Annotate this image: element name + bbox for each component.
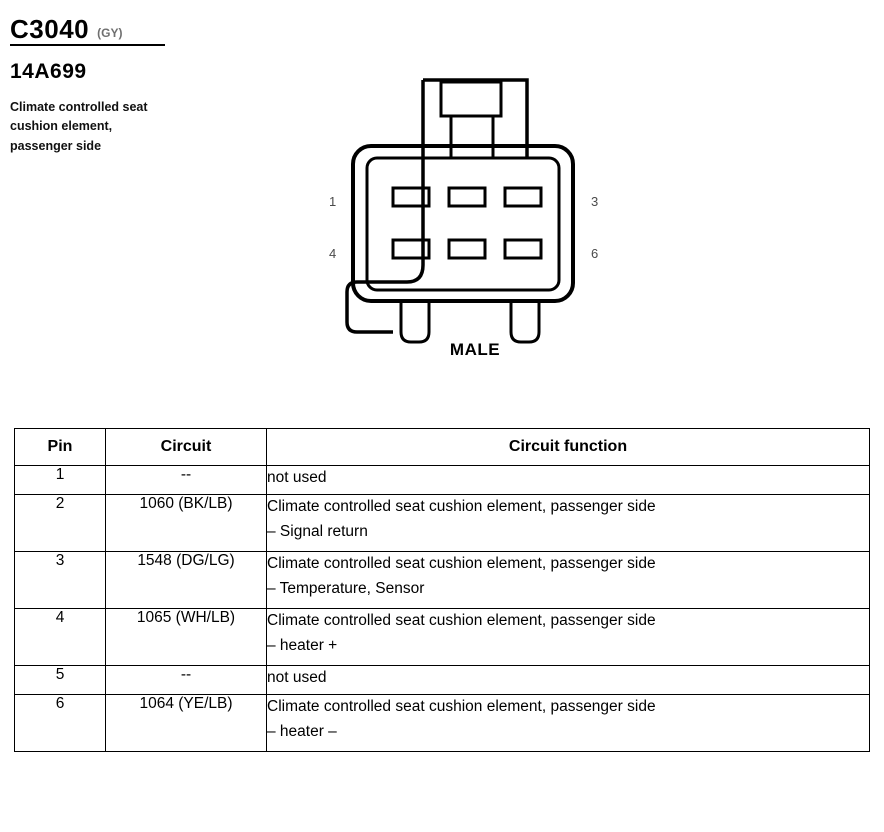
pin-cavity-2 (449, 188, 485, 206)
function-line-1: not used (267, 469, 327, 486)
cell-pin: 2 (15, 495, 106, 552)
table-row (15, 495, 870, 552)
cell-pin: 1 (15, 466, 106, 495)
table-row (15, 695, 870, 752)
cell-pin: 5 (15, 666, 106, 695)
function-line-1: Climate controlled seat cushion element, passenger side (267, 498, 656, 515)
pin-marker-6: 6 (591, 246, 599, 261)
cell-function (267, 666, 870, 695)
cell-function (267, 609, 870, 666)
pin-marker-3: 3 (591, 194, 599, 209)
table-row (15, 466, 870, 495)
latch-tab (441, 82, 501, 116)
pin-marker-1: 1 (329, 194, 337, 209)
header-circuit: Circuit (106, 429, 267, 466)
connector-id: C3040 (10, 14, 90, 44)
part-number: 14A699 (10, 60, 87, 83)
connector-body-inner (367, 158, 559, 290)
table-row (15, 666, 870, 695)
cell-function (267, 695, 870, 752)
pin-table-head (15, 429, 870, 466)
connector-id-row (10, 16, 165, 46)
connector-body-outer (353, 146, 573, 301)
cell-circuit: 1548 (DG/LG) (106, 552, 267, 609)
function-line-2: – Temperature, Sensor (267, 579, 425, 597)
cell-pin: 3 (15, 552, 106, 609)
cell-function (267, 552, 870, 609)
pin-marker-4: 4 (329, 246, 337, 261)
table-row (15, 552, 870, 609)
cell-circuit: -- (106, 466, 267, 495)
cell-circuit: 1065 (WH/LB) (106, 609, 267, 666)
connector-leg-left (401, 301, 429, 342)
pin-cavity-5 (449, 240, 485, 258)
connector-color-code: (GY) (97, 26, 123, 40)
cell-pin: 4 (15, 609, 106, 666)
cell-function (267, 495, 870, 552)
table-row (15, 609, 870, 666)
header-pin: Pin (15, 429, 106, 466)
pin-table-body (15, 466, 870, 752)
function-line-2: – Signal return (267, 522, 368, 540)
table-header-row (15, 429, 870, 466)
cell-circuit: 1064 (YE/LB) (106, 695, 267, 752)
connector-diagram (315, 60, 635, 380)
cell-function (267, 466, 870, 495)
connector-description: Climate controlled seat cushion element, passenger side (10, 100, 148, 153)
latch-block (451, 116, 493, 158)
function-line-1: Climate controlled seat cushion element, passenger side (267, 698, 656, 715)
pin-cavity-3 (505, 188, 541, 206)
function-line-2: – heater + (267, 636, 338, 654)
function-line-2: – heater – (267, 722, 337, 740)
connector-svg (315, 60, 635, 380)
header-circuit-function: Circuit function (267, 429, 870, 466)
function-line-1: not used (267, 669, 327, 686)
function-line-1: Climate controlled seat cushion element, passenger side (267, 612, 656, 629)
function-line-1: Climate controlled seat cushion element, passenger side (267, 555, 656, 572)
cell-pin: 6 (15, 695, 106, 752)
connector-header (10, 16, 310, 156)
connector-leg-right (511, 301, 539, 342)
cell-circuit: -- (106, 666, 267, 695)
pin-table (14, 428, 870, 752)
cell-circuit: 1060 (BK/LB) (106, 495, 267, 552)
connector-view-label: MALE (449, 340, 501, 359)
pin-cavity-6 (505, 240, 541, 258)
